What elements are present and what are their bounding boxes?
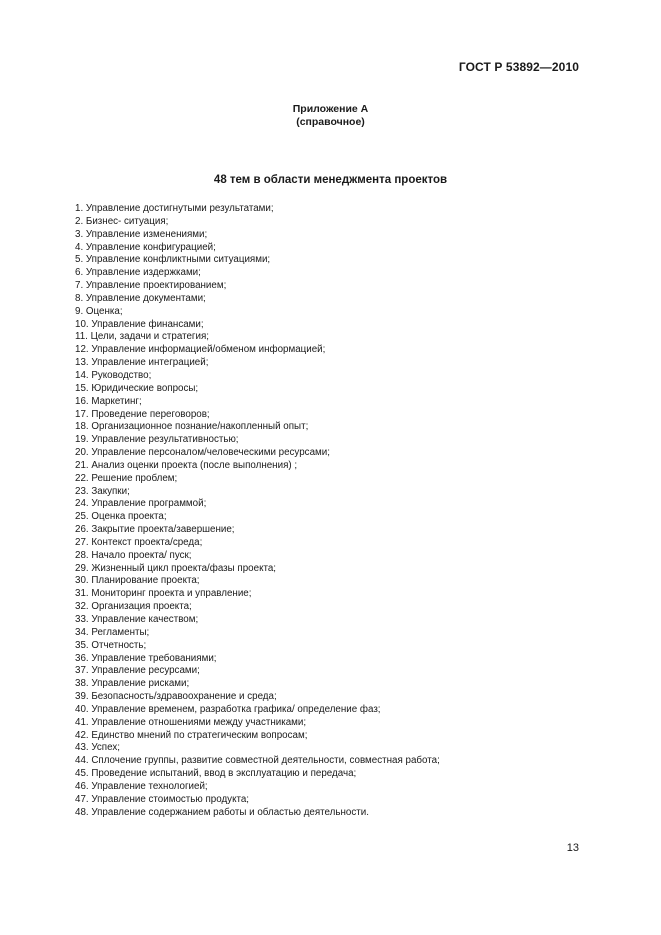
- annex-type: (справочное): [296, 116, 365, 128]
- list-item: 25. Оценка проекта;: [75, 511, 167, 523]
- list-item: 16. Маркетинг;: [75, 395, 142, 407]
- list-item: 33. Управление качеством;: [75, 614, 199, 625]
- list-item: 1. Управление достигнутыми результатами;: [75, 203, 274, 214]
- list-item: 28. Начало проекта/ пуск;: [75, 549, 192, 561]
- list-item: 45. Проведение испытаний, ввод в эксплуатацию и передача;: [75, 768, 357, 780]
- list-item: 21. Анализ оценки проекта (после выполнения) ;: [75, 459, 298, 471]
- list-item: 44. Сплочение группы, развитие совместной деятельности, совместная работа;: [75, 755, 440, 767]
- list-item: 19. Управление результативностью;: [75, 434, 239, 446]
- list-item: 23. Закупки;: [75, 485, 130, 497]
- list-item: 26. Закрытие проекта/завершение;: [75, 524, 235, 536]
- list-item: 5. Управление конфликтными ситуациями;: [75, 254, 271, 266]
- list-item: 48. Управление содержанием работы и областью деятельности.: [75, 806, 369, 818]
- list-item: 31. Мониторинг проекта и управление;: [75, 588, 252, 600]
- list-item: 39. Безопасность/здравоохранение и среда;: [75, 691, 277, 703]
- list-item: 42. Единство мнений по стратегическим вопросам;: [75, 729, 308, 741]
- list-item: 38. Управление рисками;: [75, 678, 190, 690]
- list-item: 3. Управление изменениями;: [75, 228, 208, 240]
- list-item: 14. Руководство;: [75, 369, 152, 381]
- list-item: 22. Решение проблем;: [75, 472, 178, 484]
- list-item: 6. Управление издержками;: [75, 267, 201, 279]
- list-item: 46. Управление технологией;: [75, 780, 208, 792]
- list-item: 41. Управление отношениями между участниками;: [75, 716, 307, 728]
- list-item: 29. Жизненный цикл проекта/фазы проекта;: [75, 562, 277, 574]
- annex-heading: [0, 103, 661, 129]
- list-item: 2. Бизнес- ситуация;: [75, 215, 169, 227]
- list-item: 34. Регламенты;: [75, 626, 150, 638]
- list-item: 15. Юридические вопросы;: [75, 382, 199, 394]
- list-item: 4. Управление конфигурацией;: [75, 241, 216, 253]
- list-item: 12. Управление информацией/обменом информацией;: [75, 344, 326, 356]
- list-item: 40. Управление временем, разработка графика/ определение фаз;: [75, 703, 381, 715]
- list-item: 35. Отчетность;: [75, 639, 147, 651]
- list-item: 17. Проведение переговоров;: [75, 408, 210, 420]
- list-item: 20. Управление персоналом/человеческими ресурсами;: [75, 447, 330, 459]
- list-item: 24. Управление программой;: [75, 498, 207, 510]
- list-item: 13. Управление интеграцией;: [75, 357, 209, 369]
- standard-code: ГОСТ Р 53892—2010: [458, 60, 579, 74]
- list-item: 27. Контекст проекта/среда;: [75, 536, 203, 548]
- list-item: 30. Планирование проекта;: [75, 575, 200, 587]
- page-number: 13: [566, 842, 579, 854]
- list-item: 10. Управление финансами;: [75, 318, 204, 330]
- section-title: 48 тем в области менеджмента проектов: [213, 174, 448, 186]
- annex-title: Приложение А: [292, 103, 369, 115]
- topics-list: [75, 203, 440, 820]
- list-item: 18. Организационное познание/накопленный опыт;: [75, 421, 309, 433]
- list-item: 47. Управление стоимостью продукта;: [75, 793, 250, 805]
- list-item: 7. Управление проектированием;: [75, 280, 227, 292]
- list-item: 36. Управление требованиями;: [75, 652, 217, 664]
- list-item: 11. Цели, задачи и стратегия;: [75, 331, 209, 343]
- list-item: 43. Успех;: [75, 742, 120, 754]
- list-item: 37. Управление ресурсами;: [75, 665, 200, 677]
- list-item: 9. Оценка;: [75, 305, 123, 317]
- list-item: 32. Организация проекта;: [75, 601, 192, 613]
- list-item: 8. Управление документами;: [75, 292, 206, 304]
